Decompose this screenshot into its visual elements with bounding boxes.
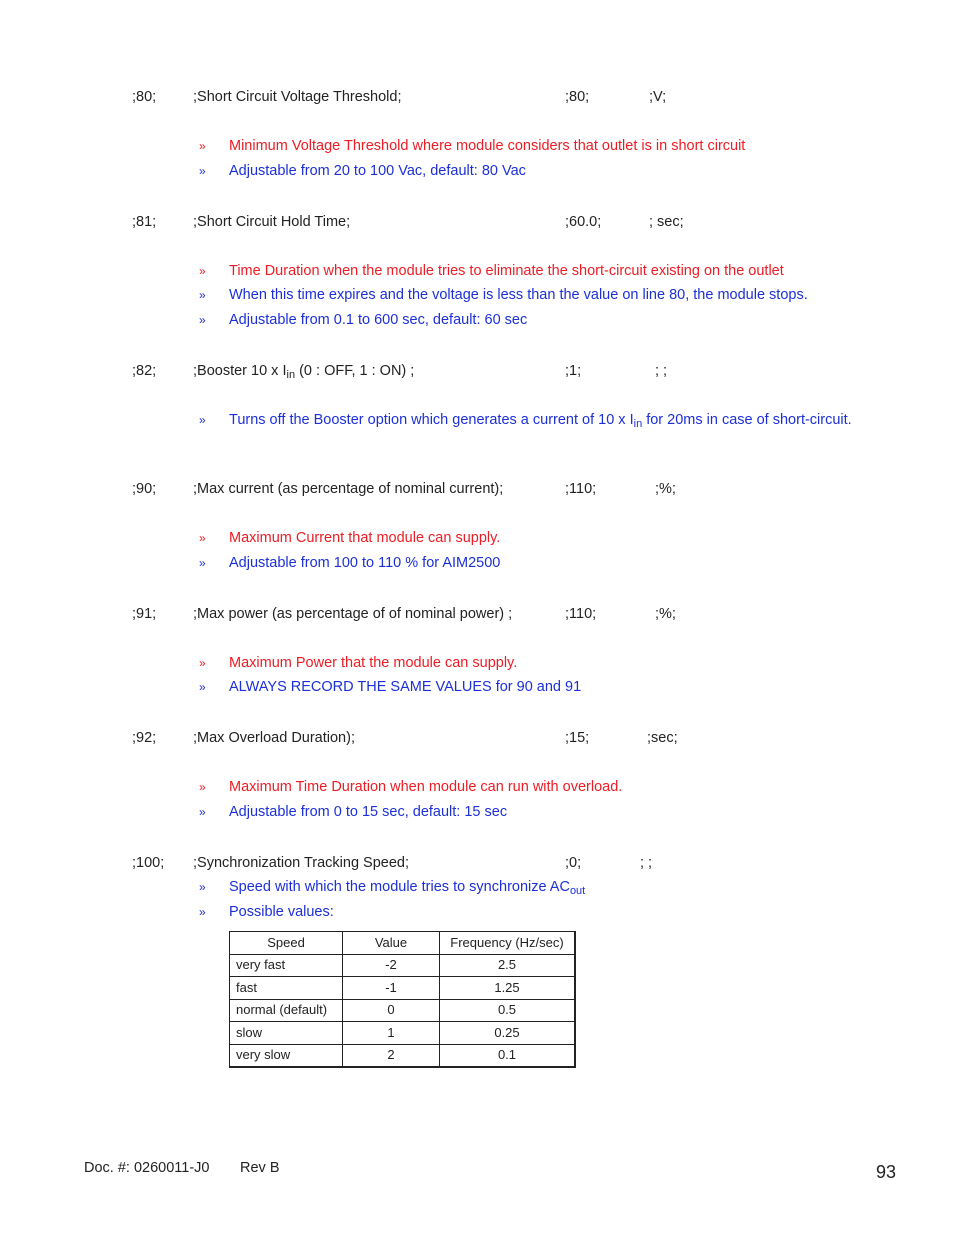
- note-80-1: [199, 137, 864, 156]
- note-text: ALWAYS RECORD THE SAME VALUES for 90 and 91: [229, 679, 582, 695]
- param-92-value: ;15;: [565, 730, 590, 746]
- bullet-marker: »: [199, 413, 206, 427]
- param-82-name-sub: in: [286, 369, 296, 381]
- note-80-2: [199, 162, 864, 181]
- param-82-unit: ; ;: [655, 363, 668, 379]
- table-cell-frequency: 0.25: [440, 1022, 576, 1045]
- note-81-3: [199, 311, 864, 330]
- param-90-id: ;90;: [132, 481, 157, 497]
- param-100-id: ;100;: [132, 855, 165, 871]
- note-91-1: [199, 654, 864, 673]
- note-91-2: [199, 678, 864, 697]
- param-100-name: ;Synchronization Tracking Speed;: [193, 855, 410, 871]
- note-82-pre: Turns off the Booster option which generates a current of 10 x I: [229, 412, 634, 428]
- note-text: Adjustable from 0.1 to 600 sec, default: 60 sec: [229, 312, 528, 328]
- table-row: [230, 954, 576, 977]
- table-cell-frequency: 2.5: [440, 954, 576, 977]
- note-90-2: [199, 554, 864, 573]
- table-row: [230, 999, 576, 1022]
- table-cell-speed: fast: [230, 977, 343, 1000]
- bullet-marker: »: [199, 880, 206, 894]
- table-row: [230, 1022, 576, 1045]
- page-number: 93: [876, 1162, 897, 1182]
- table-cell-frequency: 0.1: [440, 1044, 576, 1067]
- table-header-speed: Speed: [230, 932, 343, 955]
- note-text: Minimum Voltage Threshold where module considers that outlet is in short circuit: [229, 138, 746, 154]
- param-91-name: ;Max power (as percentage of of nominal power) ;: [193, 606, 513, 622]
- table-cell-speed: very slow: [230, 1044, 343, 1067]
- note-text: When this time expires and the voltage is less than the value on line 80, the module stops.: [229, 287, 808, 303]
- param-82-name-pre: ;Booster 10 x I: [193, 363, 287, 379]
- note-82-sub: in: [633, 418, 643, 430]
- bullet-marker: »: [199, 680, 206, 694]
- param-92-name: ;Max Overload Duration);: [193, 730, 355, 746]
- speed-table: [229, 931, 576, 1068]
- note-81-1: [199, 262, 864, 281]
- note-100-pre: Speed with which the module tries to synchronize AC: [229, 879, 570, 895]
- param-90-value: ;110;: [565, 481, 597, 497]
- table-row: [230, 977, 576, 1000]
- param-92-id: ;92;: [132, 730, 157, 746]
- bullet-marker: »: [199, 313, 206, 327]
- table-cell-value: -1: [343, 977, 440, 1000]
- note-82-post: for 20ms in case of short-circuit.: [642, 412, 852, 428]
- table-cell-value: 2: [343, 1044, 440, 1067]
- param-80-name: ;Short Circuit Voltage Threshold;: [193, 89, 402, 105]
- table-header-row: [230, 932, 576, 955]
- param-90-name: ;Max current (as percentage of nominal current);: [193, 481, 504, 497]
- param-82-name-post: (0 : OFF, 1 : ON) ;: [295, 363, 415, 379]
- param-91-value: ;110;: [565, 606, 597, 622]
- table-cell-speed: very fast: [230, 954, 343, 977]
- note-text: Maximum Current that module can supply.: [229, 530, 501, 546]
- table-row: [230, 1044, 576, 1067]
- param-80-unit: ;V;: [649, 89, 667, 105]
- param-91-id: ;91;: [132, 606, 157, 622]
- param-81-id: ;81;: [132, 214, 157, 230]
- note-82-1: [199, 411, 864, 430]
- param-82-value: ;1;: [565, 363, 582, 379]
- bullet-marker: »: [199, 288, 206, 302]
- note-90-1: [199, 529, 864, 548]
- note-text: [229, 411, 864, 430]
- note-text: Time Duration when the module tries to eliminate the short-circuit existing on the outlet: [229, 263, 784, 279]
- note-text: Maximum Power that the module can supply.: [229, 655, 518, 671]
- note-100-sub: out: [569, 885, 586, 897]
- param-80-value: ;80;: [565, 89, 590, 105]
- footer-doc-number: Doc. #: 0260011-J0: [84, 1160, 210, 1176]
- note-92-1: [199, 778, 864, 797]
- param-100-unit: ; ;: [640, 855, 653, 871]
- param-90-unit: ;%;: [655, 481, 676, 497]
- bullet-marker: »: [199, 556, 206, 570]
- param-82-id: ;82;: [132, 363, 157, 379]
- param-82-name: [193, 362, 414, 380]
- table-cell-speed: normal (default): [230, 999, 343, 1022]
- note-text: Possible values:: [229, 904, 334, 920]
- table-cell-speed: slow: [230, 1022, 343, 1045]
- bullet-marker: »: [199, 531, 206, 545]
- bullet-marker: »: [199, 905, 206, 919]
- bullet-marker: »: [199, 264, 206, 278]
- bullet-marker: »: [199, 780, 206, 794]
- note-text: Maximum Time Duration when module can run with overload.: [229, 779, 623, 795]
- bullet-marker: »: [199, 139, 206, 153]
- bullet-marker: »: [199, 164, 206, 178]
- note-81-2: [199, 286, 864, 305]
- table-header-frequency: Frequency (Hz/sec): [440, 932, 576, 955]
- table-cell-frequency: 0.5: [440, 999, 576, 1022]
- table-header-value: Value: [343, 932, 440, 955]
- param-81-value: ;60.0;: [565, 214, 602, 230]
- param-81-unit: ; sec;: [649, 214, 684, 230]
- bullet-marker: »: [199, 656, 206, 670]
- note-text: [229, 878, 864, 897]
- table-cell-frequency: 1.25: [440, 977, 576, 1000]
- table-cell-value: -2: [343, 954, 440, 977]
- note-100-2: [199, 903, 864, 922]
- bullet-marker: »: [199, 805, 206, 819]
- footer-revision: Rev B: [240, 1160, 280, 1176]
- note-100-1: [199, 878, 864, 897]
- note-text: Adjustable from 100 to 110 % for AIM2500: [229, 555, 501, 571]
- param-100-value: ;0;: [565, 855, 582, 871]
- table-cell-value: 1: [343, 1022, 440, 1045]
- note-text: Adjustable from 20 to 100 Vac, default: 80 Vac: [229, 163, 526, 179]
- param-92-unit: ;sec;: [647, 730, 678, 746]
- note-text: Adjustable from 0 to 15 sec, default: 15 sec: [229, 804, 508, 820]
- param-80-id: ;80;: [132, 89, 157, 105]
- param-91-unit: ;%;: [655, 606, 676, 622]
- note-92-2: [199, 803, 864, 822]
- param-81-name: ;Short Circuit Hold Time;: [193, 214, 351, 230]
- table-cell-value: 0: [343, 999, 440, 1022]
